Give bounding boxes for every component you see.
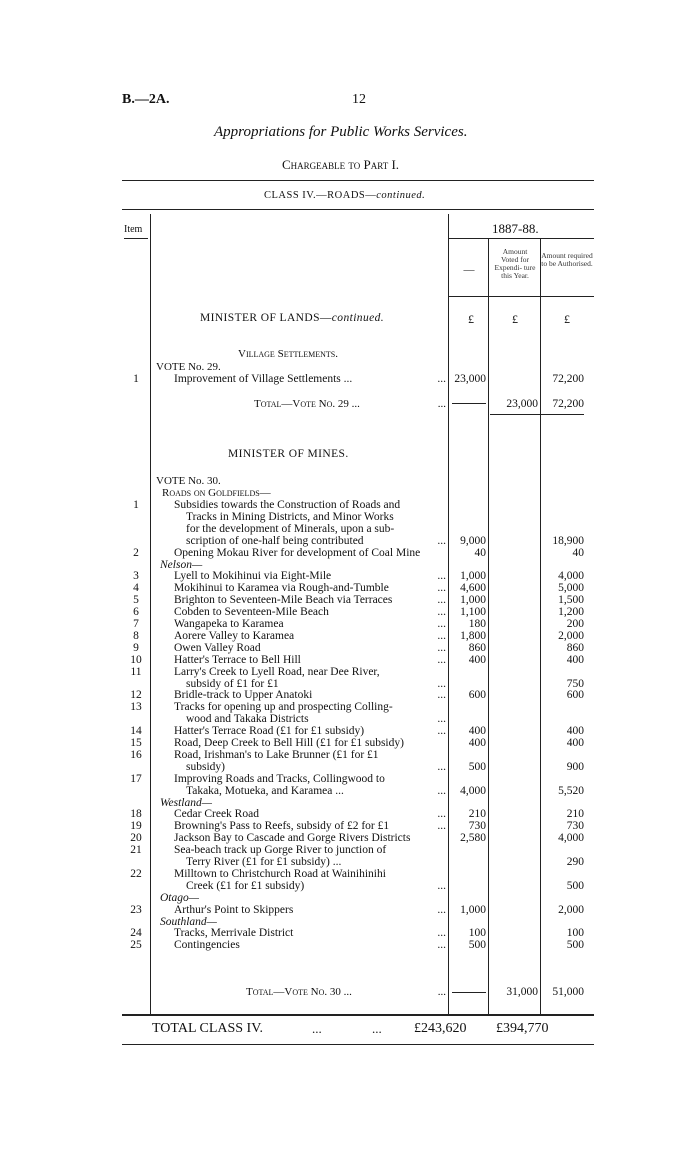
- amount-column-1: 860: [468, 641, 486, 654]
- item-description: Arthur's Point to Skippers: [174, 903, 294, 916]
- table-row: [0, 373, 700, 385]
- vote-30-total-voted: 31,000: [506, 986, 538, 998]
- leader-dots: ...: [437, 582, 446, 595]
- table-row: [0, 713, 700, 725]
- item-description: Bridle-track to Upper Anatoki: [174, 689, 313, 702]
- amount-required: 900: [566, 760, 584, 773]
- rule-class-total-top: [122, 1014, 594, 1016]
- amount-column-1: 9,000: [460, 534, 486, 547]
- item-number: 4: [133, 582, 139, 595]
- item-number: 8: [133, 629, 139, 642]
- amount-column-1: 500: [468, 760, 486, 773]
- class-title: CLASS IV.—ROADS—: [264, 190, 377, 201]
- amount-column-1: 400: [468, 725, 486, 738]
- vote-29-total-required: 72,200: [552, 398, 584, 410]
- item-description: Mokihinui to Karamea via Rough-and-Tumble: [174, 582, 389, 595]
- roads-on-goldfields-heading: Roads on Goldfields—: [162, 487, 271, 499]
- table-row: [0, 630, 700, 642]
- amount-required: 1,200: [558, 606, 584, 619]
- amount-required: 600: [566, 689, 584, 702]
- vote-29-total-underline: [490, 414, 584, 415]
- item-number: 1: [133, 499, 139, 511]
- leader-dots: ...: [437, 618, 446, 630]
- amount-column-1: 500: [468, 939, 486, 952]
- amount-column-1: 730: [468, 820, 486, 833]
- table-row: [0, 678, 700, 690]
- mines-heading: MINISTER OF MINES.: [228, 448, 349, 460]
- amount-column-1: 2,580: [460, 832, 486, 845]
- table-row: [0, 808, 700, 820]
- chargeable-heading: Chargeable to Part I.: [282, 157, 400, 172]
- item-number: 22: [130, 867, 142, 880]
- vote-30-total-rule: [452, 992, 486, 993]
- amount-required: 100: [566, 927, 584, 940]
- vote-30-total-label: Total—Vote No. 30 ...: [246, 986, 352, 998]
- item-description: Tracks in Mining Districts, and Minor Works: [186, 510, 394, 523]
- table-row: [0, 939, 700, 951]
- item-number: 18: [130, 808, 142, 821]
- table-row: [0, 737, 700, 749]
- amount-required: 2,000: [558, 903, 584, 916]
- amount-column-1: 4,600: [460, 582, 486, 595]
- item-number: 19: [130, 820, 142, 833]
- table-row: [0, 785, 700, 797]
- class-heading: [264, 190, 425, 201]
- vote-29-label: VOTE No. 29.: [156, 361, 221, 373]
- column-header-dash: —: [463, 264, 475, 276]
- table-row: [0, 725, 700, 737]
- table-row: [0, 927, 700, 939]
- amount-required: 860: [566, 641, 584, 654]
- lands-heading-text: MINISTER OF LANDS—: [200, 312, 332, 324]
- leader-dots: ...: [437, 903, 446, 916]
- vote-29-total-rule: [452, 403, 486, 404]
- amount-required: 500: [566, 879, 584, 892]
- vote-29-total-voted: 23,000: [506, 398, 538, 410]
- vote-29-total-label: Total—Vote No. 29 ...: [254, 398, 360, 410]
- item-description: Brighton to Seventeen-Mile Beach via Terraces: [174, 594, 393, 607]
- table-row: [0, 618, 700, 630]
- amount-column-1: 210: [468, 808, 486, 821]
- village-settlements-heading: Village Settlements.: [238, 348, 338, 360]
- table-row: [0, 868, 700, 880]
- table-row: [0, 797, 700, 809]
- item-description: Aorere Valley to Karamea: [174, 629, 295, 642]
- class-total-required: £394,770: [496, 1021, 549, 1036]
- leader-dots: ...: [437, 784, 446, 797]
- item-description: Owen Valley Road: [174, 641, 261, 654]
- item-number: 17: [130, 772, 142, 785]
- rule-class-total-bottom: [122, 1044, 594, 1045]
- item-number: 2: [133, 546, 139, 559]
- table-row: [0, 570, 700, 582]
- pound-sign-1: £: [468, 312, 474, 326]
- table-row: [0, 689, 700, 701]
- amount-required: 5,000: [558, 582, 584, 595]
- item-description: Browning's Pass to Reefs, subsidy of £2 for £1: [174, 820, 390, 833]
- leader-dots: ...: [437, 629, 446, 642]
- leader-dots: ...: [437, 820, 446, 833]
- amount-column-1: 40: [474, 546, 486, 559]
- amount-required: 400: [566, 653, 584, 666]
- rule-table-top: [122, 209, 594, 210]
- vote-29-total-dots: ...: [437, 398, 446, 410]
- vote-30-total-required: 51,000: [552, 986, 584, 998]
- rule-colheads: [448, 296, 594, 297]
- leader-dots: ...: [437, 689, 446, 702]
- leader-dots: ...: [437, 879, 446, 892]
- item-description: Hatter's Terrace to Bell Hill: [174, 653, 301, 666]
- item-description: Cobden to Seventeen-Mile Beach: [174, 606, 329, 619]
- item-description: Westland—: [160, 796, 212, 809]
- amount-required: 730: [566, 820, 584, 833]
- amount-required: 2,000: [558, 629, 584, 642]
- item-description: for the development of Minerals, upon a sub-: [186, 522, 395, 535]
- column-header-required: Amount required to be Authorised.: [541, 251, 593, 268]
- amount-column-1: 400: [468, 737, 486, 749]
- item-description: scription of one-half being contributed: [186, 534, 364, 547]
- item-number: 7: [133, 618, 139, 630]
- item-number: 23: [130, 903, 142, 916]
- item-number: 6: [133, 606, 139, 619]
- amount-column-1: 400: [468, 653, 486, 666]
- table-row: [0, 559, 700, 571]
- rule-year: [448, 238, 594, 239]
- item-number: 13: [130, 701, 142, 714]
- table-row: [0, 856, 700, 868]
- amount-required: 40: [572, 546, 584, 559]
- amount-required: 400: [566, 725, 584, 738]
- table-row: [0, 666, 700, 678]
- amount-required: 4,000: [558, 570, 584, 583]
- rule-item-underline: [124, 238, 148, 239]
- amount-column-1: 1,000: [460, 594, 486, 607]
- amount-required: 200: [566, 618, 584, 630]
- item-description: Takaka, Motueka, and Karamea ...: [186, 784, 344, 797]
- amount-required: 18,900: [552, 534, 584, 547]
- table-row: [0, 594, 700, 606]
- table-row: [0, 832, 700, 844]
- page-title: Appropriations for Public Works Services.: [214, 124, 468, 140]
- item-number: 12: [130, 689, 142, 702]
- table-row: [0, 642, 700, 654]
- item-description: Improving Roads and Tracks, Collingwood to: [174, 772, 385, 785]
- amount-column-1: 180: [468, 618, 486, 630]
- leader-dots: ...: [437, 606, 446, 619]
- item-description: Road, Deep Creek to Bell Hill (£1 for £1 subsidy): [174, 737, 404, 749]
- table-row: [0, 547, 700, 559]
- item-description: Larry's Creek to Lyell Road, near Dee River,: [174, 665, 380, 678]
- item-description: Road, Irishman's to Lake Brunner (£1 for £1: [174, 748, 379, 761]
- item-description: Milltown to Christchurch Road at Wainihinihi: [174, 867, 386, 880]
- table-row: [0, 499, 700, 511]
- item-number: 25: [130, 939, 142, 952]
- item-description: Creek (£1 for £1 subsidy): [186, 879, 305, 892]
- leader-dots: ...: [437, 760, 446, 773]
- item-description: Tracks for opening up and prospecting Colling-: [174, 701, 393, 714]
- leader-dots: ...: [437, 641, 446, 654]
- rule-top: [122, 180, 594, 181]
- table-row: [0, 904, 700, 916]
- item-description: Sea-beach track up Gorge River to junction of: [174, 844, 387, 857]
- item-number: 15: [130, 737, 142, 749]
- item-description: Southland—: [160, 915, 217, 928]
- item-number: 1: [133, 373, 139, 385]
- amount-required: 210: [566, 808, 584, 821]
- item-description: Jackson Bay to Cascade and Gorge Rivers Districts: [174, 832, 411, 845]
- amount-column-1: 600: [468, 689, 486, 702]
- document-code: B.—2A.: [122, 92, 170, 107]
- leader-dots: ...: [437, 939, 446, 952]
- item-description: Improvement of Village Settlements ...: [174, 373, 353, 385]
- amount-required: 290: [566, 856, 584, 868]
- table-row: [0, 820, 700, 832]
- amount-required: 72,200: [552, 373, 584, 385]
- table-row: [0, 582, 700, 594]
- table-row: [0, 523, 700, 535]
- table-row: [0, 701, 700, 713]
- item-description: Terry River (£1 for £1 subsidy) ...: [186, 856, 342, 868]
- leader-dots: ...: [437, 927, 446, 940]
- leader-dots: ...: [437, 677, 446, 690]
- item-description: Tracks, Merrivale District: [174, 927, 294, 940]
- item-description: Otago—: [160, 891, 199, 904]
- leader-dots: ...: [437, 713, 446, 726]
- amount-column-1: 4,000: [460, 784, 486, 797]
- table-row: [0, 749, 700, 761]
- table-row: [0, 773, 700, 785]
- class-total-dots-1: ...: [312, 1021, 322, 1036]
- pound-sign-3: £: [564, 312, 570, 326]
- table-row: [0, 511, 700, 523]
- item-column-header: Item: [124, 224, 143, 235]
- amount-required: 400: [566, 737, 584, 749]
- item-number: 3: [133, 570, 139, 583]
- leader-dots: ...: [437, 594, 446, 607]
- amount-column-1: 100: [468, 927, 486, 940]
- class-total-voted: £243,620: [414, 1021, 467, 1036]
- pound-sign-2: £: [512, 312, 518, 326]
- amount-column-1: 1,000: [460, 903, 486, 916]
- leader-dots: ...: [437, 653, 446, 666]
- table-row: [0, 761, 700, 773]
- amount-column-1: 1,800: [460, 629, 486, 642]
- lands-heading: [200, 312, 384, 324]
- leader-dots: ...: [437, 808, 446, 821]
- item-number: 24: [130, 927, 142, 940]
- class-total-label: TOTAL CLASS IV.: [152, 1021, 264, 1036]
- item-description: subsidy): [186, 760, 225, 773]
- item-number: 9: [133, 641, 139, 654]
- item-description: wood and Takaka Districts: [186, 713, 309, 726]
- amount-required: 4,000: [558, 832, 584, 845]
- table-row: [0, 535, 700, 547]
- leader-dots: ...: [437, 373, 446, 385]
- item-description: Wangapeka to Karamea: [174, 618, 284, 630]
- table-row: [0, 880, 700, 892]
- class-title-continued: continued.: [376, 190, 426, 201]
- item-number: 5: [133, 594, 139, 607]
- vote-30-label: VOTE No. 30.: [156, 475, 221, 487]
- item-description: Hatter's Terrace Road (£1 for £1 subsidy): [174, 725, 365, 738]
- item-number: 14: [130, 725, 142, 738]
- page-number: 12: [352, 92, 366, 107]
- leader-dots: ...: [437, 570, 446, 583]
- vote-30-total-dots: ...: [437, 986, 446, 998]
- item-number: 21: [130, 844, 142, 857]
- table-row: [0, 844, 700, 856]
- item-description: Nelson—: [160, 558, 203, 571]
- table-row: [0, 916, 700, 928]
- amount-required: 1,500: [558, 594, 584, 607]
- amount-column-1: 23,000: [454, 373, 486, 385]
- item-number: 10: [130, 653, 142, 666]
- lands-heading-continued: continued.: [331, 312, 385, 324]
- item-number: 11: [130, 665, 142, 678]
- table-row: [0, 892, 700, 904]
- item-description: Lyell to Mokihinui via Eight-Mile: [174, 570, 332, 583]
- class-total-dots-2: ...: [372, 1021, 382, 1036]
- table-row: [0, 654, 700, 666]
- leader-dots: ...: [437, 534, 446, 547]
- item-description: Cedar Creek Road: [174, 808, 259, 821]
- item-number: 16: [130, 748, 142, 761]
- item-description: Contingencies: [174, 939, 240, 952]
- item-description: subsidy of £1 for £1: [186, 677, 279, 690]
- amount-required: 5,520: [558, 784, 584, 797]
- table-row: [0, 606, 700, 618]
- amount-column-1: 1,000: [460, 570, 486, 583]
- item-number: 20: [130, 832, 142, 845]
- item-description: Opening Mokau River for development of Coal Mine: [174, 546, 421, 559]
- amount-required: 750: [566, 677, 584, 690]
- amount-required: 500: [566, 939, 584, 952]
- column-header-voted: Amount Voted for Expendi- ture this Year.: [494, 247, 536, 280]
- leader-dots: ...: [437, 725, 446, 738]
- amount-column-1: 1,100: [460, 606, 486, 619]
- item-description: Subsidies towards the Construction of Roads and: [174, 499, 401, 511]
- year-header: 1887-88.: [492, 221, 539, 236]
